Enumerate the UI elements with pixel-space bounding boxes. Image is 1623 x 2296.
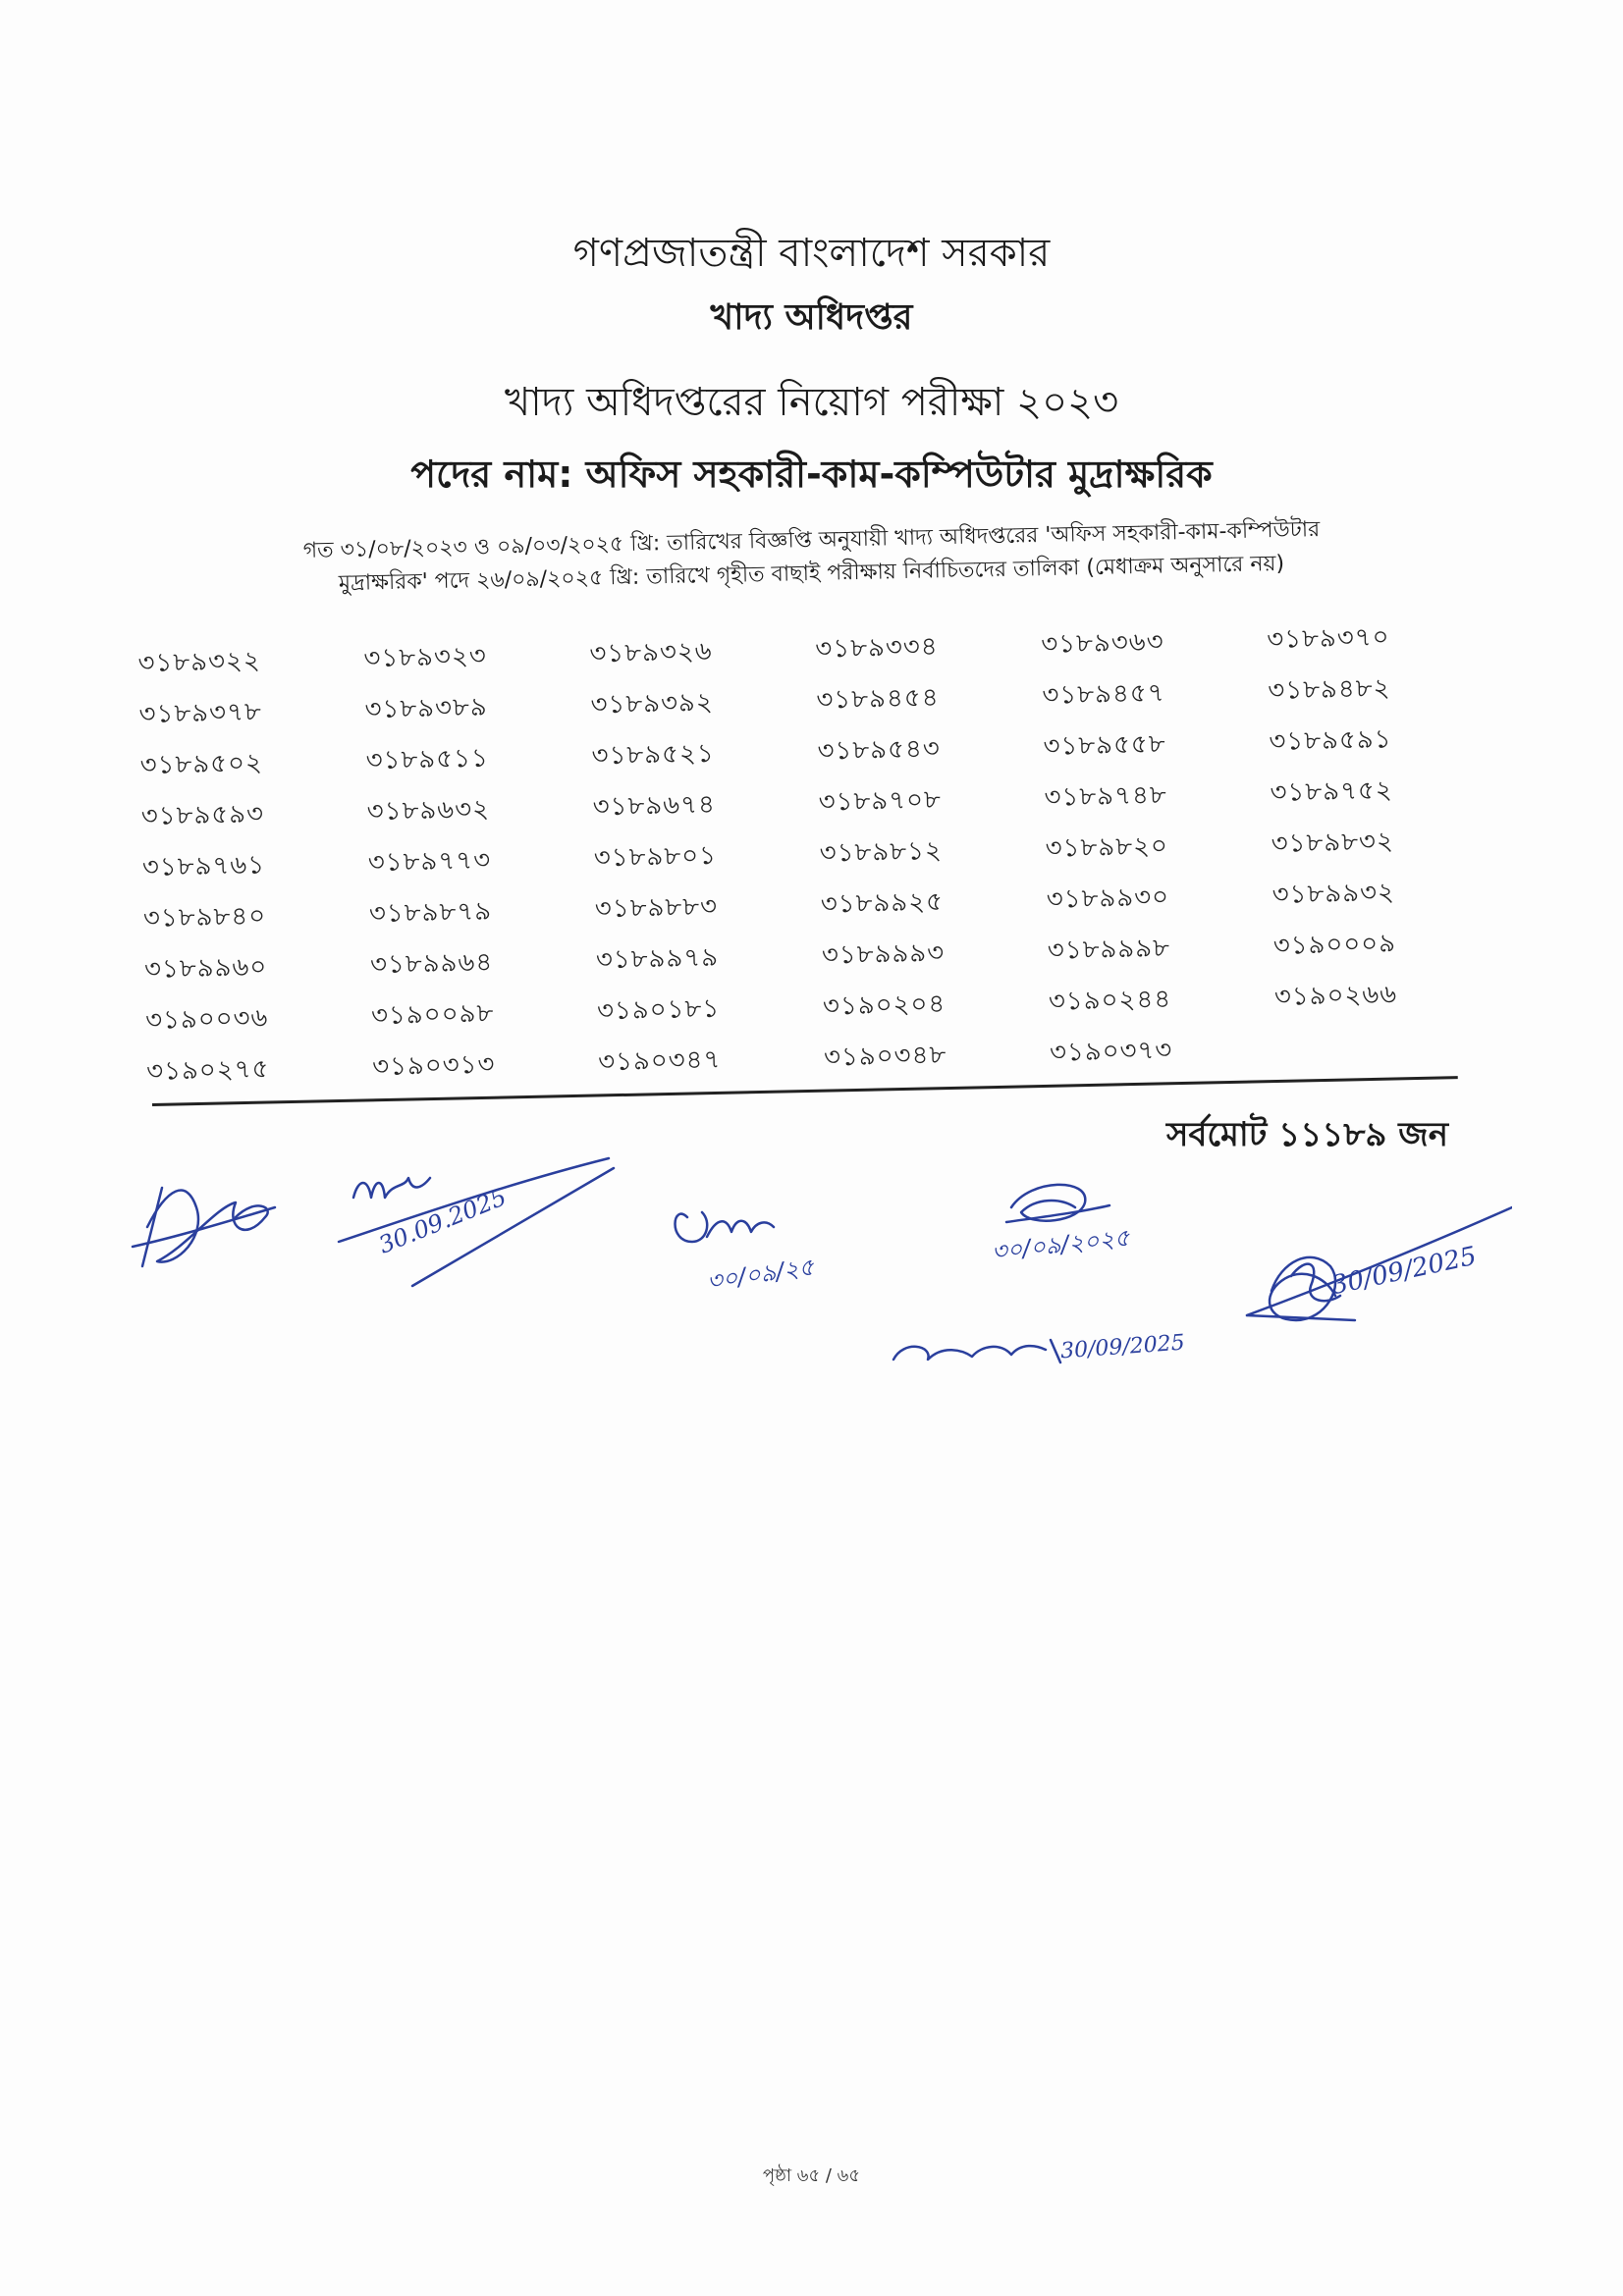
roll-number: ৩১৯০০০৯ xyxy=(1272,929,1397,961)
signature-date-5: 30/09/2025 xyxy=(1059,1330,1186,1364)
roll-number: ৩১৮৯৯৭৯ xyxy=(595,942,720,976)
roll-number: ৩১৯০১৮১ xyxy=(596,993,721,1027)
signature-1 xyxy=(133,1188,275,1266)
roll-number: ৩১৯০২৪৪ xyxy=(1048,985,1172,1017)
signature-block xyxy=(118,1148,1512,1394)
roll-number: ৩১৮৯৭৭৩ xyxy=(367,845,492,879)
signature-4 xyxy=(1006,1185,1109,1222)
roll-number: ৩১৮৯৮৭৯ xyxy=(368,896,493,930)
roll-number: ৩১৮৯৩৮৯ xyxy=(364,692,489,725)
roll-number: ৩১৯০২৭৫ xyxy=(145,1054,270,1087)
roll-number: ৩১৮৯৯৩০ xyxy=(1046,882,1170,915)
signature-3 xyxy=(676,1212,775,1242)
roll-number: ৩১৮৯৯২৫ xyxy=(820,886,945,920)
roll-number: ৩১৮৯৩২৩ xyxy=(363,641,488,674)
roll-number: ৩১৮৯৭০৮ xyxy=(818,784,943,818)
roll-number: ৩১৮৯৯৬০ xyxy=(143,952,268,985)
signature-date-3: ৩০/০৯/২৫ xyxy=(705,1253,816,1296)
roll-number xyxy=(1274,1018,1501,1074)
roll-number: ৩১৮৯৬৭৪ xyxy=(592,789,717,823)
roll-number: ৩১৮৯৫১১ xyxy=(365,743,490,776)
department-heading: খাদ্য অধিদপ্তর xyxy=(710,297,913,338)
roll-number: ৩১৮৯৮০১ xyxy=(593,840,718,874)
roll-number: ৩১৮৯৭৫২ xyxy=(1270,775,1394,808)
roll-number: ৩১৮৯৬৩২ xyxy=(366,794,491,828)
roll-number: ৩১৮৯৮৮৩ xyxy=(594,891,719,925)
roll-number: ৩১৮৯৩৯২ xyxy=(590,687,715,721)
roll-number: ৩১৮৯৫৯১ xyxy=(1269,724,1392,757)
roll-number: ৩১৮৯৯৯৩ xyxy=(821,937,946,971)
roll-number: ৩১৯০৩৪৭ xyxy=(597,1044,722,1078)
roll-number: ৩১৮৯৫৯৩ xyxy=(140,799,265,831)
roll-number: ৩১৮৯৮২০ xyxy=(1045,831,1169,864)
signatures-drawing xyxy=(118,1148,1512,1394)
roll-number: ৩১৮৯৯৩২ xyxy=(1271,878,1396,910)
exam-title: খাদ্য অধিদপ্তরের নিয়োগ পরীক্ষা ২০২৩ xyxy=(504,380,1119,425)
roll-number: ৩১৮৯৭৬১ xyxy=(141,850,266,882)
page-number: পৃষ্ঠা ৬৫ / ৬৫ xyxy=(762,2165,861,2186)
roll-number: ৩১৮৯৪৫৭ xyxy=(1042,678,1165,711)
roll-number: ৩১৮৯৩৩৪ xyxy=(815,631,939,665)
signature-5 xyxy=(893,1340,1060,1362)
roll-number: ৩১৮৯৮৩২ xyxy=(1271,827,1395,859)
roll-number: ৩১৮৯৩৭৮ xyxy=(138,697,263,729)
roll-number: ৩১৮৯৩২৬ xyxy=(589,636,713,669)
roll-number: ৩১৮৯৩৭০ xyxy=(1266,622,1390,655)
roll-number: ৩১৯০০৩৬ xyxy=(144,1003,269,1036)
notice-line-2: মুদ্রাক্ষরিক' পদে ২৬/০৯/২০২৫ খ্রি: তারিখে গৃহীত বাছাই পরীক্ষায় নির্বাচিতদের তালিকা (মেধাক্রম অনুসারে নয়) xyxy=(338,551,1285,597)
roll-number: ৩১৮৯৮৪০ xyxy=(142,901,267,934)
roll-number: ৩১৮৯৫০২ xyxy=(139,748,264,780)
signature-date-6: 30/09/2025 xyxy=(1328,1241,1480,1302)
roll-number: ৩১৮৯৯৯৮ xyxy=(1047,934,1171,966)
roll-number: ৩১৯০৩১৩ xyxy=(371,1049,496,1083)
post-name: পদের নাম: অফিস সহকারী-কাম-কম্পিউটার মুদ্রাক্ষরিক xyxy=(410,453,1213,496)
signature-date-2: 30.09.2025 xyxy=(374,1183,511,1259)
roll-number: ৩১৮৯৪৮২ xyxy=(1268,673,1391,706)
signature-date-4: ৩০/০৯/২০২৫ xyxy=(990,1223,1131,1266)
roll-number: ৩১৮৯৯৬৪ xyxy=(369,947,494,981)
grand-total: সর্বমোট ১১১৮৯ জন xyxy=(1165,1115,1448,1154)
roll-number: ৩১৮৯৩২২ xyxy=(137,646,262,678)
roll-number: ৩১৮৯৮১২ xyxy=(819,835,944,869)
roll-number: ৩১৯০৩৪৮ xyxy=(823,1040,947,1073)
roll-number: ৩১৯০০৯৮ xyxy=(370,998,495,1032)
roll-number: ৩১৯০৩৭৩ xyxy=(1049,1036,1173,1068)
roll-number: ৩১৮৯৩৬৩ xyxy=(1041,627,1164,660)
roll-number: ৩১৮৯৫২১ xyxy=(591,738,716,772)
roll-number: ৩১৮৯৫৫৮ xyxy=(1043,729,1166,762)
roll-number: ৩১৮৯৪৫৪ xyxy=(816,682,940,716)
notice-line-1: গত ৩১/০৮/২০২৩ ও ০৯/০৩/২০২৫ খ্রি: তারিখের বিজ্ঞপ্তি অনুযায়ী খাদ্য অধিদপ্তরের 'অফিস সহকারী-কাম-কম্পিউটার xyxy=(302,517,1321,563)
roll-number: ৩১৯০২০৪ xyxy=(822,988,947,1022)
roll-number: ৩১৯০২৬৬ xyxy=(1273,980,1398,1012)
roll-number: ৩১৮৯৫৪৩ xyxy=(817,733,942,767)
government-heading: গণপ্রজাতন্ত্রী বাংলাদেশ সরকার xyxy=(572,231,1051,276)
roll-number-grid xyxy=(137,610,1501,1097)
roll-number: ৩১৮৯৭৪৮ xyxy=(1044,780,1168,813)
